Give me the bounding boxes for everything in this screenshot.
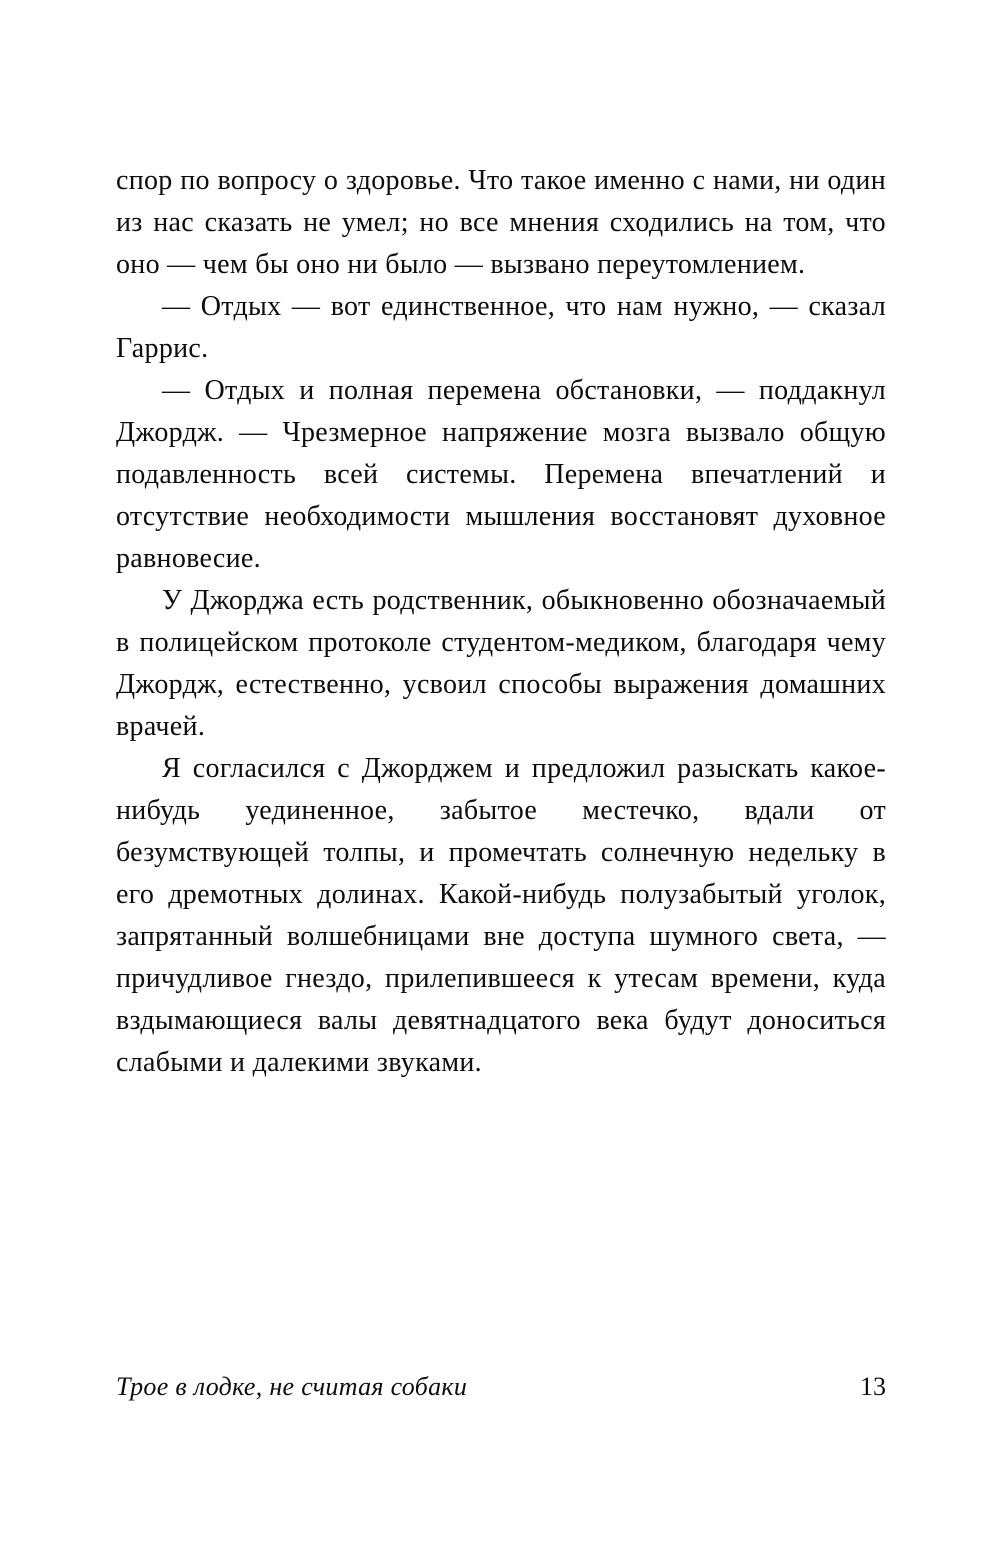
paragraph: Я согласился с Джорджем и предложил разыскать какое-нибудь уединенное, забытое местечко, вдали от безумствующей толпы, и промечтать солнечную недельку в его дремотных долинах. Какой-нибудь полузабытый уголок, запрятанный волшебницами вне доступа шумного света, — причудливое гнездо, прилепившееся к утесам времени, куда вздымающиеся валы девятнадцатого века будут доноситься слабыми и далекими звуками. [116,753,886,1078]
running-title: Трое в лодке, не считая собаки [116,1372,468,1401]
text-block [116,160,886,1084]
page-number: 13 [860,1372,886,1401]
page-footer [116,1372,886,1402]
paragraph: — Отдых и полная перемена обстановки, — поддакнул Джордж. — Чрезмерное напряжение мозга вызвало общую подавленность всей системы. Перемена впечатлений и отсутствие необходимости мышления восстановят духовное равновесие. [116,375,886,574]
paragraph: — Отдых — вот единственное, что нам нужно, — сказал Гаррис. [116,291,886,364]
paragraph: У Джорджа есть родственник, обыкновенно обозначаемый в полицейском протоколе студентом-медиком, благодаря чему Джордж, естественно, усвоил способы выражения домашних врачей. [116,585,886,742]
paragraph: спор по вопросу о здоровье. Что такое именно с нами, ни один из нас сказать не умел; но все мнения сходились на том, что оно — чем бы оно ни было — вызвано переутомлением. [116,165,886,280]
